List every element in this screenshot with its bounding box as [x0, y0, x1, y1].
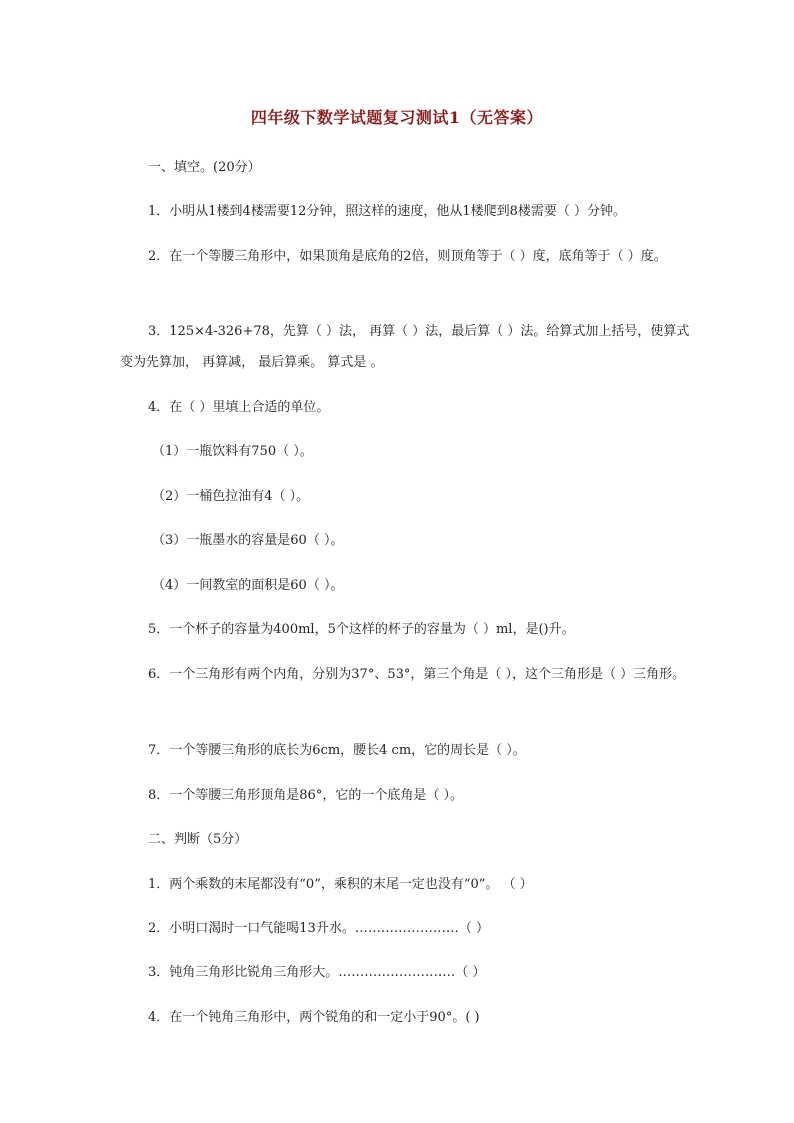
question-2-4: 4．在一个钝角三角形中，两个锐角的和一定小于90°。( ) — [148, 1010, 480, 1025]
page-title: 四年级下数学试题复习测试1（无答案） — [250, 108, 544, 127]
question-1-4-2: （2）一桶色拉油有4（ ）。 — [152, 489, 310, 504]
question-1-1: 1．小明从1楼到4楼需要12分钟，照这样的速度，他从1楼爬到8楼需要（ ）分钟。 — [148, 204, 627, 219]
question-1-5: 5．一个杯子的容量为400ml，5个这样的杯子的容量为（ ）ml，是()升。 — [148, 622, 575, 637]
question-1-6: 6．一个三角形有两个内角，分别为37°、53°，第三个角是（ ），这个三角形是（ ）三角形。 — [148, 667, 686, 682]
question-1-2: 2．在一个等腰三角形中，如果顶角是底角的2倍，则顶角等于（ ）度，底角等于（ ）度。 — [148, 249, 667, 264]
question-2-1: 1．两个乘数的末尾都没有“0”，乘积的末尾一定也没有“0”。 （ ） — [148, 877, 533, 892]
question-2-2: 2．小明口渴时一口气能喝13升水。……………………（ ） — [148, 921, 489, 936]
question-1-4-3: （3）一瓶墨水的容量是60（ ）。 — [152, 533, 344, 548]
question-1-3: 3．125×4-326+78，先算（ ）法， 再算（ ）法，最后算（ ）法。给算式加上括号，使算式变为先算加， 再算减， 最后算乘。 算式是 。 — [120, 324, 690, 370]
question-2-3: 3．钝角三角形比锐角三角形大。………………………（ ） — [148, 965, 486, 980]
question-1-4-1: （1）一瓶饮料有750（ ）。 — [152, 444, 313, 459]
section-heading-true-false: 二、判断（5分） — [148, 832, 248, 847]
question-1-8: 8．一个等腰三角形顶角是86°，它的一个底角是（ ）。 — [148, 788, 463, 803]
question-1-4: 4．在（ ）里填上合适的单位。 — [148, 400, 330, 415]
section-heading-fill-blank: 一、填空。(20分） — [148, 160, 261, 175]
question-1-4-4: （4）一间教室的面积是60（ ）。 — [152, 578, 344, 593]
question-1-7: 7．一个等腰三角形的底长为6cm，腰长4 cm，它的周长是（ ）。 — [148, 743, 526, 758]
